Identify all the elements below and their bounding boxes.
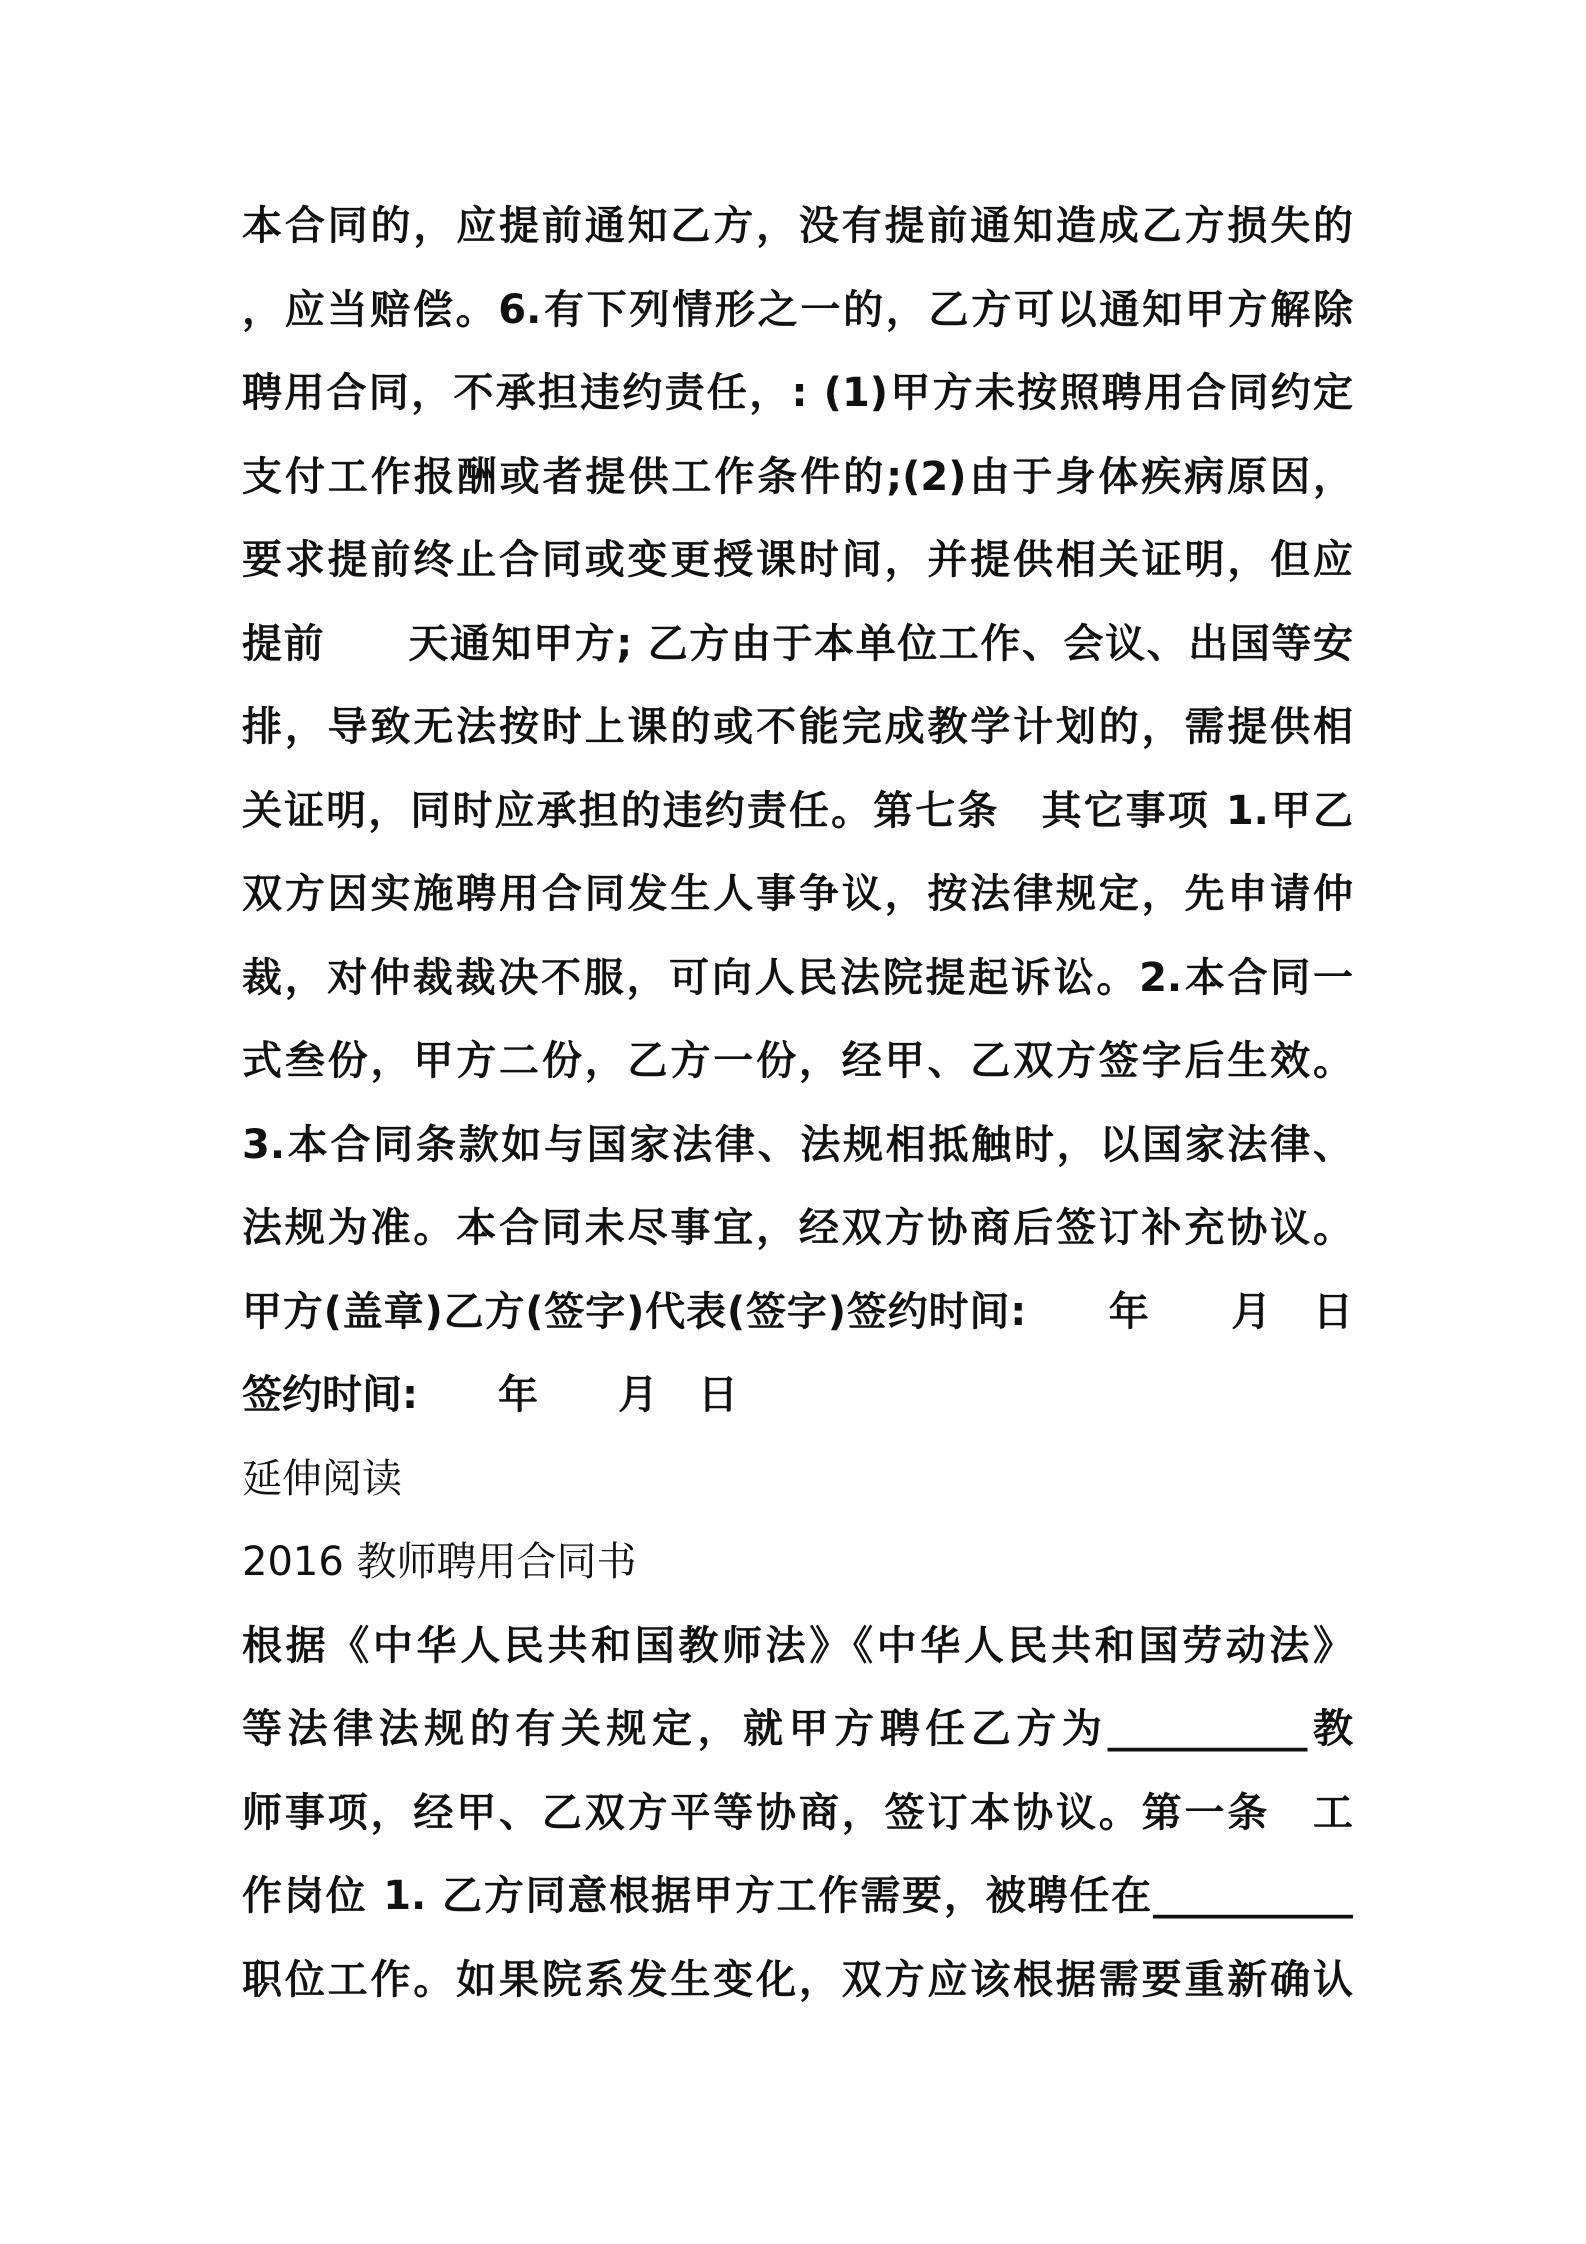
text-line: 排，导致无法按时上课的或不能完成教学计划的，需提供相 xyxy=(242,704,1353,750)
text-line: 师事项，经甲、乙双方平等协商，签订本协议。第一条 工 xyxy=(242,1789,1353,1836)
text-line: 式叁份，甲方二份，乙方一份，经甲、乙双方签字后生效。 xyxy=(242,1038,1353,1084)
text-line: 提前 天通知甲方; 乙方由于本单位工作、会议、出国等安 xyxy=(242,620,1353,667)
text-line: 双方因实施聘用合同发生人事争议，按法律规定，先申请仲 xyxy=(242,871,1353,917)
text-line: 关证明，同时应承担的违约责任。第七条 其它事项 1.甲乙 xyxy=(242,787,1353,834)
text-line: 职位工作。如果院系发生变化，双方应该根据需要重新确认 xyxy=(242,1956,1353,2003)
text-line: 作岗位 1. 乙方同意根据甲方工作需要，被聘任在__________ xyxy=(242,1873,1353,1919)
document-title: 2016 教师聘用合同书 xyxy=(242,1539,637,1585)
text-line: 本合同的，应提前通知乙方，没有提前通知造成乙方损失的 xyxy=(242,203,1353,249)
text-line: 3.本合同条款如与国家法律、法规相抵触时，以国家法律、 xyxy=(242,1121,1353,1168)
section-heading: 延伸阅读 xyxy=(242,1455,402,1502)
signature-line: 甲方(盖章)乙方(签字)代表(签字)签约时间: 年 月 日 xyxy=(242,1288,1353,1335)
text-line: 法规为准。本合同未尽事宜，经双方协商后签订补充协议。 xyxy=(242,1205,1353,1251)
text-line: 等法律法规的有关规定，就甲方聘任乙方为__________教 xyxy=(242,1706,1353,1752)
document-body xyxy=(242,185,1353,2022)
text-line: 裁，对仲裁裁决不服，可向人民法院提起诉讼。2.本合同一 xyxy=(242,954,1353,1001)
signature-date-line: 签约时间: 年 月 日 xyxy=(242,1372,738,1418)
text-line: 聘用合同，不承担违约责任，: (1)甲方未按照聘用合同约定 xyxy=(242,370,1353,416)
text-line: ，应当赔偿。6.有下列情形之一的，乙方可以通知甲方解除 xyxy=(242,286,1353,333)
text-line: 根据《中华人民共和国教师法》《中华人民共和国劳动法》 xyxy=(242,1622,1353,1669)
text-line: 支付工作报酬或者提供工作条件的;(2)由于身体疾病原因， xyxy=(242,453,1353,500)
text-line: 要求提前终止合同或变更授课时间，并提供相关证明，但应 xyxy=(242,537,1353,583)
